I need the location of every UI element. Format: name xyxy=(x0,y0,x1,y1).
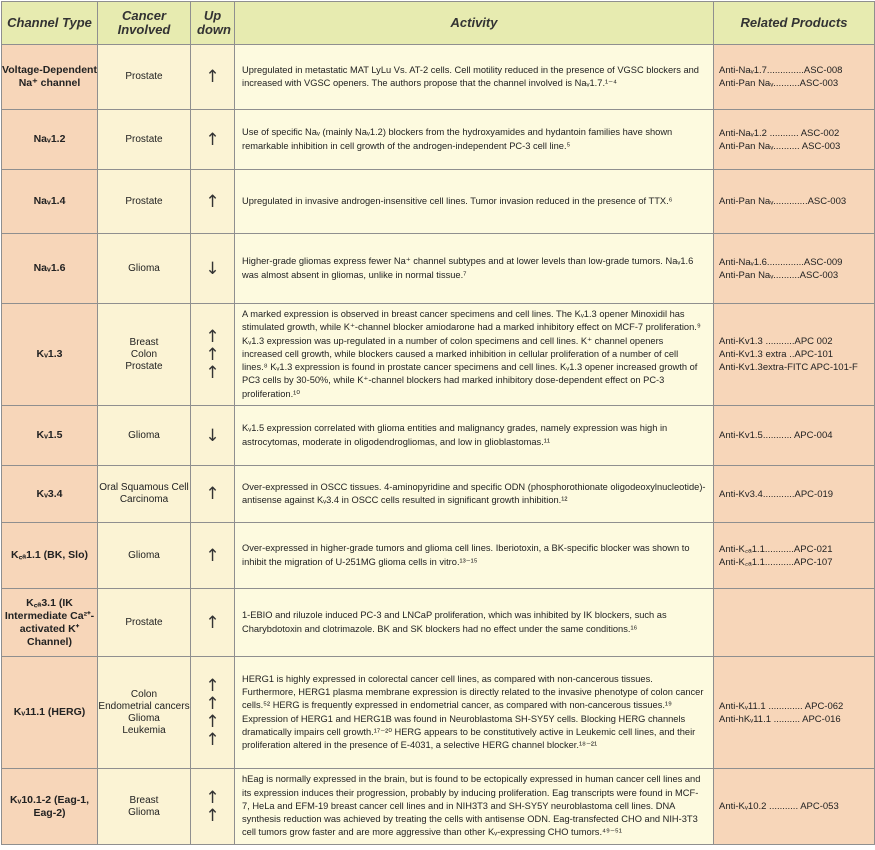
channel-type: Kᵥ1.5 xyxy=(2,406,98,466)
cancer-name: Colon xyxy=(130,348,158,360)
product-link[interactable]: Anti-hKᵥ11.1 .......... APC-016 xyxy=(719,713,841,725)
header-up-down: Up down xyxy=(191,2,235,45)
product-link[interactable]: Anti-K꜀ₐ1.1...........APC-021 xyxy=(719,543,833,555)
arrow-up-icon: ↑ xyxy=(205,129,220,150)
cancer-involved xyxy=(98,234,191,304)
table-row xyxy=(2,45,875,110)
channel-type: K꜀ₐ1.1 (BK, Slo) xyxy=(2,523,98,589)
header-row xyxy=(2,2,875,45)
activity-text: Over-expressed in OSCC tissues. 4-aminopyridine and specific ODN (phosphorothionate oligodeoxylnucleotide)-antisense against Kᵥ3.4 in OSCC cells resulted in significant growth inhibition.¹² xyxy=(235,466,714,523)
table-row xyxy=(2,657,875,769)
related-products xyxy=(714,657,875,769)
related-products xyxy=(714,45,875,110)
product-link[interactable]: Anti-Naᵥ1.7..............ASC-008 xyxy=(719,65,843,76)
cancer-name: Glioma xyxy=(128,549,160,561)
activity-text: HERG1 is highly expressed in colorectal cancer cell lines, as compared with non-cancerous tissues. Furthermore, HERG1 plasma membrane expression is directly related to the invasive phenotype of colon cancer cells.⁵² HERG is frequently expressed in endometrial cancer, as compared with non-cancerous tissues.¹⁹ Expression of HERG1 and HERG1B was found in Neuroblastoma SH-SY5Y cells. Blocking HERG channels dramatically impairs cell growth.¹⁷⁻²⁰ HERG appears to be constitutively active in Leukemic cell lines, and their proliferation altered in the presence of E-4031, a selective HERG channel blocker.¹⁸⁻²¹ xyxy=(235,657,714,769)
cancer-name: Breast xyxy=(129,336,159,348)
activity-text: Over-expressed in higher-grade tumors and glioma cell lines. Iberiotoxin, a BK-specific blocker was shown to inhibit the migration of U-251MG glioma cells in vitro.¹³⁻¹⁵ xyxy=(235,523,714,589)
activity-text: Higher-grade gliomas express fewer Na⁺ channel subtypes and at lower levels than low-grade tumors. Naᵥ1.6 was almost absent in gliomas, unlike in normal tissue.⁷ xyxy=(235,234,714,304)
cancer-name: Prostate xyxy=(125,360,163,372)
activity-text: A marked expression is observed in breast cancer specimens and cell lines. The Kᵥ1.3 opener Minoxidil has stimulated growth, while K⁺-channel blocker amiodarone had a marked inhibitory effect on MCF-7 proliferation.⁹ Kᵥ1.3 expression was up-regulated in a number of colon specimens and cell lines. K⁺ channel openers increased cell growth, while blockers caused a marked inhibition in cellular proliferation of a number of cell lines.⁸ Kᵥ1.3 expression is found in prostate cancer specimens and cell lines. Kᵥ1.3 opener increased growth of PC3 cells by 30-50%, while K⁺-channel blockers had marked inhibitory dose-dependent effect on PC-3 proliferation.¹⁰ xyxy=(235,304,714,406)
product-link[interactable]: Anti-Kv1.5........... APC-004 xyxy=(719,430,833,441)
arrow-up-icon: ↑ xyxy=(205,805,220,826)
channel-type: Naᵥ1.2 xyxy=(2,110,98,170)
related-products xyxy=(714,466,875,523)
arrow-up-icon: ↑ xyxy=(205,545,220,566)
up-down xyxy=(191,466,235,523)
cancer-involved xyxy=(98,110,191,170)
up-down xyxy=(191,45,235,110)
cancer-name: Prostate xyxy=(125,133,163,145)
cancer-name: Prostate xyxy=(125,71,163,82)
table-row xyxy=(2,769,875,845)
cancer-involved xyxy=(98,523,191,589)
product-link[interactable]: Anti-Kᵥ10.2 ........... APC-053 xyxy=(719,801,839,812)
up-down xyxy=(191,304,235,406)
product-link[interactable]: Anti-Pan Naᵥ.............ASC-003 xyxy=(719,196,847,207)
table-row xyxy=(2,234,875,304)
activity-text: 1-EBIO and riluzole induced PC-3 and LNCaP proliferation, which was inhibited by IK blockers, such as Charybdotoxin and clotrimazole. BK and SK blockers had no effect under the same conditions.¹⁶ xyxy=(235,589,714,657)
channel-type: Kᵥ3.4 xyxy=(2,466,98,523)
cancer-name: Glioma xyxy=(128,429,160,441)
cancer-name: Colon xyxy=(130,688,158,700)
cancer-name: Prostate xyxy=(125,195,163,207)
cancer-name: Endometrial cancers xyxy=(98,700,190,712)
channel-type: Naᵥ1.4 xyxy=(2,170,98,234)
arrow-up-icon: ↑ xyxy=(205,362,220,383)
header-channel-type: Channel Type xyxy=(2,2,98,45)
channel-type: Kᵥ10.1-2 (Eag-1, Eag-2) xyxy=(2,769,98,845)
table-row xyxy=(2,589,875,657)
table-row xyxy=(2,304,875,406)
cancer-involved xyxy=(98,304,191,406)
product-link[interactable]: Anti-Kv1.3extra-FITC APC-101-F xyxy=(719,362,858,373)
channel-type: Kᵥ1.3 xyxy=(2,304,98,406)
arrow-up-icon: ↑ xyxy=(205,191,220,212)
channel-type: Kᵥ11.1 (HERG) xyxy=(2,657,98,769)
product-link[interactable]: Anti-Kv1.3 extra ..APC-101 xyxy=(719,349,834,360)
cancer-name: Leukemia xyxy=(122,724,166,736)
activity-text: Upregulated in metastatic MAT LyLu Vs. AT-2 cells. Cell motility reduced in the presence of VGSC blockers and increased with VGSC openers. The authors propose that the channel involved is Naᵥ1.7.¹⁻⁴ xyxy=(235,45,714,110)
product-link[interactable]: Anti-Pan Naᵥ..........ASC-003 xyxy=(719,269,839,281)
arrow-up-icon: ↑ xyxy=(205,326,220,347)
cancer-involved xyxy=(98,406,191,466)
cancer-involved xyxy=(98,769,191,845)
cancer-involved xyxy=(98,589,191,657)
header-related-products: Related Products xyxy=(714,2,875,45)
arrow-down-icon: ↓ xyxy=(205,425,220,446)
up-down xyxy=(191,406,235,466)
arrow-up-icon: ↑ xyxy=(205,693,220,714)
table-body xyxy=(2,45,875,845)
cancer-involved xyxy=(98,466,191,523)
cancer-name: Prostate xyxy=(125,616,163,628)
arrow-up-icon: ↑ xyxy=(205,787,220,808)
up-down xyxy=(191,769,235,845)
table-row xyxy=(2,466,875,523)
channel-type: K꜀ₐ3.1 (IK Intermediate Ca²⁺-activated K⁺ Channel) xyxy=(2,589,98,657)
up-down xyxy=(191,523,235,589)
activity-text: Kᵥ1.5 expression correlated with glioma entities and malignancy grades, namely expression was high in astrocytomas, moderate in oligodendrogliomas, and low in glioblastomas.¹¹ xyxy=(235,406,714,466)
activity-text: hEag is normally expressed in the brain, but is found to be ectopically expressed in human cancer cell lines and its expression induces their progression, probably by inducing proliferation. Eag transcripts were found in MCF-7, HeLa and EFM-19 breast cancer cell lines and in NIH3T3 and SH-SY5Y neuroblastoma cell lines. DNA synthesis reduction was achieved by treating the cells with antisense ODN. Eag-transfected CHO and NIH-3T3 cell tumors grow faster and are more aggressive than other Kᵥ-expressing CHO tumors.⁴⁹⁻⁵¹ xyxy=(235,769,714,845)
up-down xyxy=(191,170,235,234)
channel-type: Naᵥ1.6 xyxy=(2,234,98,304)
related-products xyxy=(714,304,875,406)
cancer-name: Glioma xyxy=(128,712,160,724)
arrow-up-icon: ↑ xyxy=(205,612,220,633)
cancer-name: Oral Squamous Cell Carcinoma xyxy=(99,482,189,505)
product-link[interactable]: Anti-Naᵥ1.2 ........... ASC-002 xyxy=(719,127,840,139)
related-products xyxy=(714,170,875,234)
related-products xyxy=(714,406,875,466)
channel-table xyxy=(1,1,875,845)
cancer-involved xyxy=(98,45,191,110)
header-activity: Activity xyxy=(235,2,714,45)
cancer-involved xyxy=(98,170,191,234)
cancer-name: Breast xyxy=(129,794,159,806)
up-down xyxy=(191,657,235,769)
up-down xyxy=(191,234,235,304)
cancer-name: Glioma xyxy=(128,262,160,274)
related-products xyxy=(714,234,875,304)
activity-text: Upregulated in invasive androgen-insensitive cell lines. Tumor invasion reduced in the presence of TTX.⁶ xyxy=(235,170,714,234)
product-link[interactable]: Anti-Kᵥ11.1 ............. APC-062 xyxy=(719,700,844,712)
arrow-up-icon: ↑ xyxy=(205,729,220,750)
arrow-up-icon: ↑ xyxy=(205,711,220,732)
arrow-up-icon: ↑ xyxy=(205,484,220,504)
product-link[interactable]: Anti-Pan Naᵥ..........ASC-003 xyxy=(719,78,839,89)
channel-type: Voltage-Dependent Na⁺ channel xyxy=(2,45,98,110)
arrow-up-icon: ↑ xyxy=(205,675,220,696)
up-down xyxy=(191,110,235,170)
activity-text: Use of specific Naᵥ (mainly Naᵥ1.2) blockers from the hydroxyamides and hydantoin families have shown remarkable inhibition in cell growth of the androgen-independent PC-3 cell line.⁵ xyxy=(235,110,714,170)
related-products xyxy=(714,523,875,589)
related-products xyxy=(714,589,875,657)
header-cancer-involved: Cancer Involved xyxy=(98,2,191,45)
cancer-name: Glioma xyxy=(128,806,160,818)
product-link[interactable]: Anti-Naᵥ1.6..............ASC-009 xyxy=(719,256,843,268)
table-row xyxy=(2,110,875,170)
related-products xyxy=(714,110,875,170)
product-link[interactable]: Anti-K꜀ₐ1.1...........APC-107 xyxy=(719,556,833,568)
arrow-up-icon: ↑ xyxy=(205,67,220,87)
arrow-up-icon: ↑ xyxy=(205,344,220,365)
product-link[interactable]: Anti-Kv3.4............APC-019 xyxy=(719,488,834,500)
product-link[interactable]: Anti-Kv1.3 ...........APC 002 xyxy=(719,336,833,347)
product-link[interactable]: Anti-Pan Naᵥ.......... ASC-003 xyxy=(719,140,841,152)
table-row xyxy=(2,170,875,234)
arrow-down-icon: ↓ xyxy=(205,258,220,279)
up-down xyxy=(191,589,235,657)
table-row xyxy=(2,406,875,466)
cancer-involved xyxy=(98,657,191,769)
table-row xyxy=(2,523,875,589)
related-products xyxy=(714,769,875,845)
